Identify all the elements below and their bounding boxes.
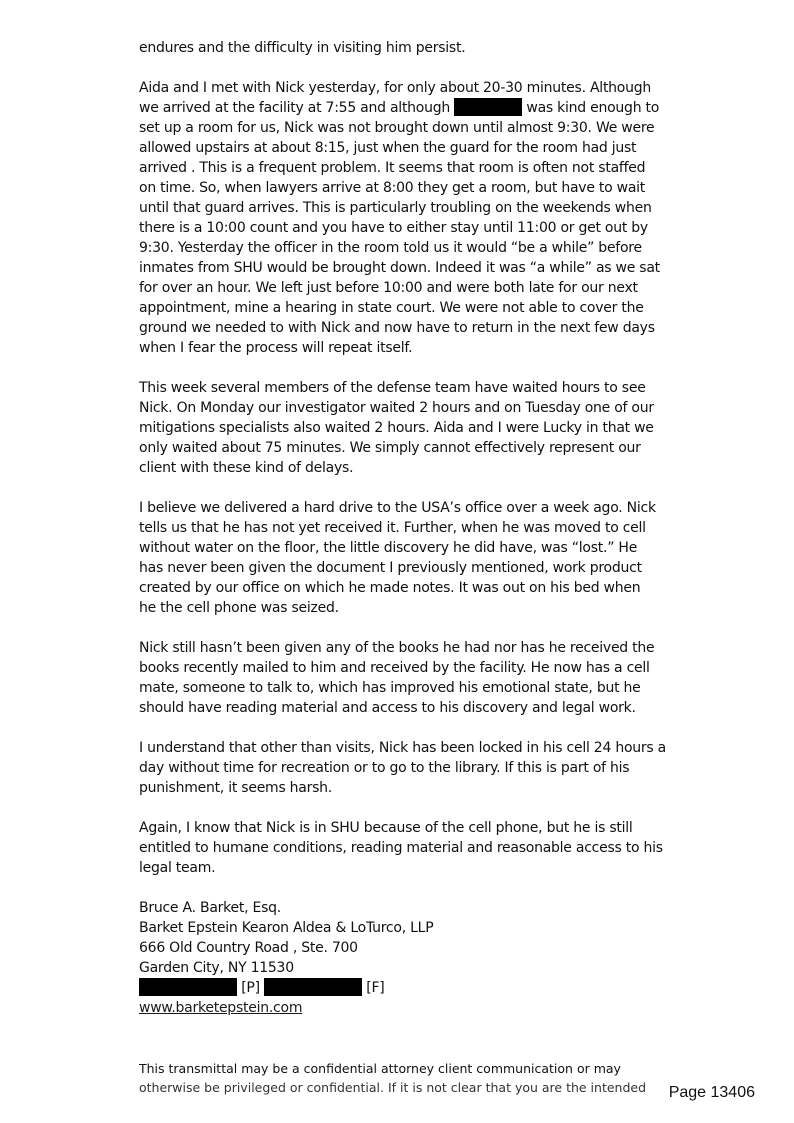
redaction-box	[454, 98, 522, 116]
phone-label: [P]	[237, 980, 265, 996]
disclaimer-line-2-clipped	[139, 1078, 679, 1095]
redaction-box-fax	[264, 978, 362, 996]
page-number: Page 13406	[668, 1084, 755, 1101]
paragraph-humane-conditions: Again, I know that Nick is in SHU because of the cell phone, but he is still entitled to humane conditions, reading material and reasonable access to his legal team.	[139, 820, 663, 876]
paragraph-2-part-2: was kind enough to set up a room for us, Nick was not brought down until almost 9:30. We were allowed upstairs at about 8:15, just when the guard for the room had just arrived . This is a frequent problem. It seems that room is often not staffed on time. So, when lawyers arrive at 8:00 they get a room, but have to wait until that guard arrives. This is particularly troubling on the weekends when there is a 10:00 count and you have to either stay until 11:00 or get out by 9:30. Yesterday the officer in the room told us it would “be a while” before inmates from SHU would be brought down. Indeed it was “a while” as we sat for over an hour. We left just before 10:00 and were both late for our next appointment, mine a hearing in state court. We were not able to cover the ground we needed to with Nick and now have to return in the next few days when I fear the process will repeat itself.	[139, 100, 660, 356]
signature-address-line-1: 666 Old Country Road , Ste. 700	[139, 940, 358, 956]
signature-block	[139, 898, 679, 1018]
signature-address-line-2: Garden City, NY 11530	[139, 960, 294, 976]
website-link[interactable]: www.barketepstein.com	[139, 1000, 303, 1016]
paragraph-locked-in-cell: I understand that other than visits, Nick has been locked in his cell 24 hours a day without time for recreation or to go to the library. If this is part of his punishment, it seems harsh.	[139, 740, 666, 796]
top-line: endures and the difficulty in visiting him persist.	[139, 40, 466, 56]
redaction-box-phone	[139, 978, 237, 996]
signature-contact-line	[139, 978, 679, 998]
signature-name: Bruce A. Barket, Esq.	[139, 900, 282, 916]
paragraph-visit-yesterday	[139, 78, 679, 358]
signature-firm: Barket Epstein Kearon Aldea & LoTurco, LLP	[139, 920, 434, 936]
paragraph-2-part-1: Aida and I met with Nick yesterday, for only about 20-30 minutes. Although we arrived at the facility at 7:55 and although	[139, 80, 652, 116]
fax-label: [F]	[362, 980, 385, 996]
paragraph-defense-team-waits: This week several members of the defense team have waited hours to see Nick. On Monday our investigator waited 2 hours and on Tuesday one of our mitigations specialists also waited 2 hours. Aida and I were Lucky in that we only waited about 75 minutes. We simply cannot effectively represent our client with these kind of delays.	[139, 380, 654, 476]
paragraph-books: Nick still hasn’t been given any of the books he had nor has he received the books recently mailed to him and received by the facility. He now has a cell mate, someone to talk to, which has improved his emotional state, but he should have reading material and access to his discovery and legal work.	[139, 640, 655, 716]
disclaimer-line-2: otherwise be privileged or confidential. If it is not clear that you are the intended	[139, 1080, 647, 1095]
email-body	[139, 38, 679, 1018]
confidentiality-disclaimer	[139, 1059, 679, 1095]
disclaimer-line-1: This transmittal may be a confidential attorney client communication or may	[139, 1061, 621, 1076]
paragraph-hard-drive: I believe we delivered a hard drive to the USA’s office over a week ago. Nick tells us that he has not yet received it. Further, when he was moved to cell without water on the floor, the little discovery he did have, was “lost.” He has never been given the document I previously mentioned, work product created by our office on which he made notes. It was out on his bed when he the cell phone was seized.	[139, 500, 656, 616]
